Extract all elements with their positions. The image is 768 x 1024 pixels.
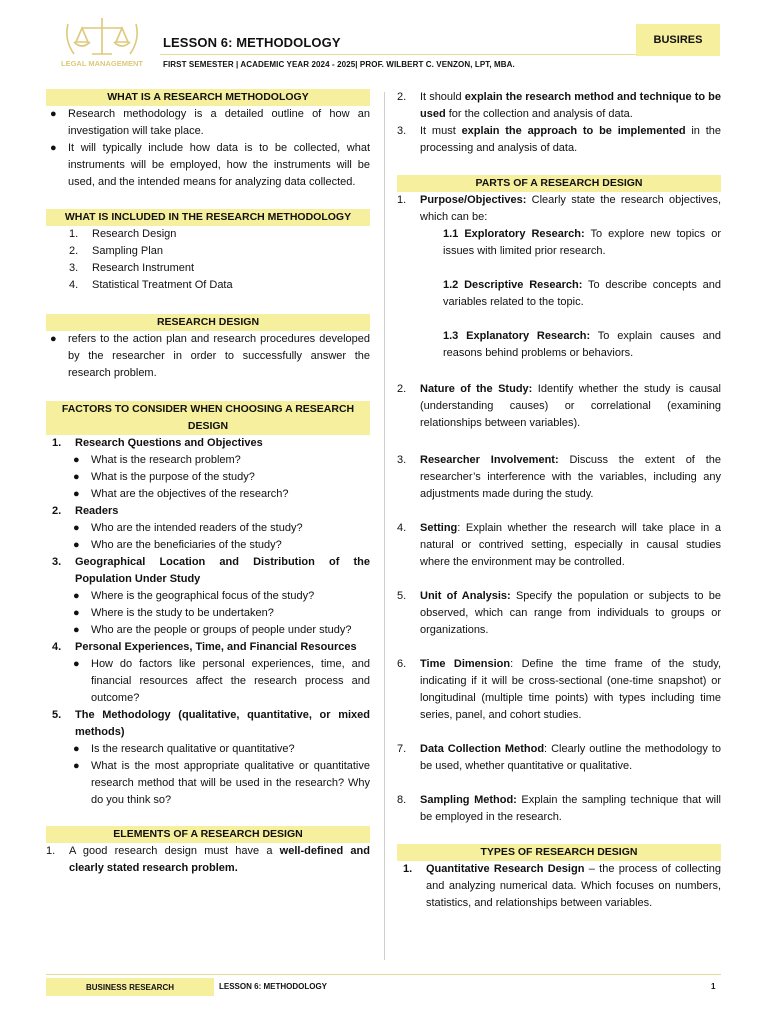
factor-item: 2. Readers <box>52 505 119 517</box>
page-number: 1 <box>711 982 716 991</box>
logo-wordmark: LEGAL MANAGEMENT <box>61 59 143 68</box>
list-item: 4. Statistical Treatment Of Data <box>69 279 233 291</box>
question-item: ● Where is the study to be undertaken? <box>73 607 274 619</box>
document-subtitle: FIRST SEMESTER | ACADEMIC YEAR 2024 - 2025| PROF. WILBERT C. VENZON, LPT, MBA. <box>163 60 515 69</box>
section-heading: ELEMENTS OF A RESEARCH DESIGN <box>46 826 370 843</box>
list-item: 1. Research Design <box>69 228 177 240</box>
sub-item: 1.3 Explanatory Research: To explain causes and reasons behind problems or behaviors. <box>443 330 721 359</box>
section-heading: TYPES OF RESEARCH DESIGN <box>397 844 721 861</box>
part-item: 5. Unit of Analysis: Specify the population or subjects to be observed, which can range from individuals to groups or organizations. <box>397 590 721 636</box>
document-title: LESSON 6: METHODOLOGY <box>163 35 341 50</box>
part-item: 7. Data Collection Method: Clearly outline the methodology to be used, whether quantitative or qualitative. <box>397 743 722 772</box>
question-item: ● What is the research problem? <box>73 454 241 466</box>
factor-item: 5. The Methodology (qualitative, quantitative, or mixed methods) <box>52 709 370 738</box>
section-heading: PARTS OF A RESEARCH DESIGN <box>397 175 721 192</box>
factor-item: 1. Research Questions and Objectives <box>52 437 263 449</box>
section-heading: FACTORS TO CONSIDER WHEN CHOOSING A RESEARCH DESIGN <box>46 401 370 435</box>
question-item: ● Where is the geographical focus of the study? <box>73 590 315 602</box>
question-item: ● Who are the intended readers of the study? <box>73 522 303 534</box>
question-item: ● Who are the beneficiaries of the study? <box>73 539 282 551</box>
part-item: 8. Sampling Method: Explain the sampling technique that will be employed in the research. <box>397 794 721 823</box>
section-heading: RESEARCH DESIGN <box>46 314 370 331</box>
element-item: 1. A good research design must have a well-defined and clearly stated research problem. <box>46 845 370 874</box>
question-item: ● Who are the people or groups of people under study? <box>73 624 352 636</box>
element-item: 3. It must explain the approach to be implemented in the processing and analysis of data. <box>397 125 722 154</box>
footer-lesson: LESSON 6: METHODOLOGY <box>219 982 328 991</box>
list-item: 3. Research Instrument <box>69 262 195 274</box>
type-item: 1. Quantitative Research Design – the process of collecting and analyzing numerical data. Which focuses on numbers, statistics, and relationships between variables. <box>403 863 721 909</box>
sub-item: 1.1 Exploratory Research: To explore new topics or issues with limited prior research. <box>443 228 721 257</box>
question-item: ● Is the research qualitative or quantitative? <box>73 743 295 755</box>
part-item: 2. Nature of the Study: Identify whether the study is causal (understanding causes) or correlational (examining relationships between variables). <box>397 383 721 429</box>
column-divider <box>384 92 385 960</box>
footer-rule <box>46 974 721 975</box>
right-column <box>397 89 721 912</box>
section-heading: WHAT IS A RESEARCH METHODOLOGY <box>46 89 370 106</box>
element-item: 2. It should explain the research method and technique to be used for the collection and analysis of data. <box>397 91 721 120</box>
list-item: 2. Sampling Plan <box>69 245 163 257</box>
bullet-item: ● It will typically include how data is to be collected, what instruments will be employed, how the instruments will be used, and the intended means for analyzing data collected. <box>50 142 370 188</box>
left-column <box>46 89 370 877</box>
numbered-list <box>46 226 370 294</box>
section-heading: WHAT IS INCLUDED IN THE RESEARCH METHODOLOGY <box>46 209 370 226</box>
question-item: ● How do factors like personal experiences, time, and financial resources affect the research process and outcome? <box>73 658 370 704</box>
bullet-item: ● refers to the action plan and research procedures developed by the researcher in order to successfully answer the research problem. <box>50 333 370 379</box>
footer-course: BUSINESS RESEARCH <box>46 978 214 996</box>
part-item: 1. Purpose/Objectives: Clearly state the research objectives, which can be: <box>397 194 721 223</box>
question-item: ● What is the most appropriate qualitative or quantitative research method that will be used in the research? Why do you think so? <box>73 760 370 806</box>
legal-management-logo <box>52 14 152 76</box>
question-item: ● What is the purpose of the study? <box>73 471 255 483</box>
part-item: 3. Researcher Involvement: Discuss the extent of the researcher’s interference with the variables, including any adjustments made during the study. <box>397 454 721 500</box>
question-item: ● What are the objectives of the research? <box>73 488 289 500</box>
bullet-item: ● Research methodology is a detailed outline of how an investigation will take place. <box>50 108 370 137</box>
part-item: 4. Setting: Explain whether the research will take place in a natural or contrived setting, especially in causal studies where the environment may be controlled. <box>397 522 721 568</box>
part-item: 6. Time Dimension: Define the time frame of the study, indicating if it will be cross-sectional (one-time snapshot) or longitudinal (multiple time points) with types including time series, panel, and cohort studies. <box>397 658 722 721</box>
factor-item: 3. Geographical Location and Distribution of the Population Under Study <box>52 556 370 585</box>
factor-item: 4. Personal Experiences, Time, and Financial Resources <box>52 641 357 653</box>
course-code-tag: BUSIRES <box>636 24 720 56</box>
sub-item: 1.2 Descriptive Research: To describe concepts and variables related to the topic. <box>443 279 721 308</box>
